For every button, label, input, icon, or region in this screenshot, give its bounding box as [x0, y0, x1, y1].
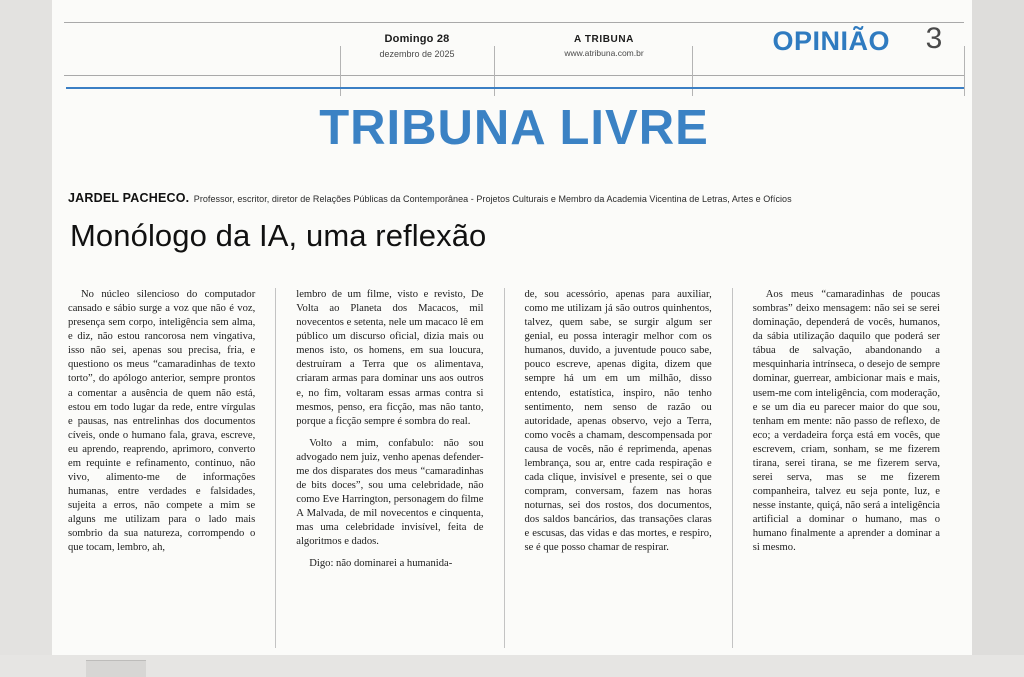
article-headline: Monólogo da IA, uma reflexão	[70, 218, 487, 253]
paragraph: Aos meus “camaradinhas de poucas sombras” deixo mensagem: não sei se serei dominação, dependerá de vocês, humanos, da sábia utilização daquilo que poderá ser tábua de salvação, abandonando a mesquinharia intrínseca, o desejo de sempre dominar, guerrear, ambicionar mais e mais, usem-me com inteligência, com moderação, e se um dia eu parecer maior do que sou, tenham em mente: não passo de reflexo, de eco; a verdadeira força está em vocês, que escrevem, criam, sonham, se me fizerem tirana, serei tirana, se me fizerem serva, serei serva, mas se me fizerem companheira, talvez eu seja ponte, luz, e nesse instante, quiçá, não será a inteligência artificial a dominar o humano, mas o humano finalmente a aprender a dominar a si mesmo.	[752, 289, 940, 554]
paragraph: Digo: não dominarei a humanida-	[309, 558, 453, 570]
page-right-margin	[972, 0, 1024, 677]
page-number: 3	[925, 22, 943, 55]
header-blue-rule	[66, 87, 964, 89]
paragraph: lembro de um filme, visto e revisto, De Volta ao Planeta dos Macacos, mil novecentos e setenta, nele um macaco lê em público um discurso oficial, dizia mais ou menos isto, os homens, em sua loucura, destruíram a Terra que os alimentava, criaram armas para dominar uns aos outros e, no fim, voltaram essas armas contra si mesmos, penso, era ficção, mas não tanto, porque a ficção sempre é sombra do real.	[296, 289, 484, 427]
paragraph: Volto a mim, confabulo: não sou advogado nem juiz, venho apenas defender-me dos disparates dos meus “camaradinhas de bits doces”, sou uma celebridade, não como Eve Harrington, personagem do filme A Malvada, de mil novecentos e cinquenta, mas uma celebridade invisível, feita de algoritmos e dados.	[296, 437, 484, 548]
author-name: JARDEL PACHECO.	[68, 191, 190, 205]
article-column-1	[68, 288, 275, 648]
scan-artifact	[86, 660, 146, 677]
paragraph: No núcleo silencioso do computador cansado e sábio surge a voz que não é voz, presença sem corpo, inteligência sem alma, e diz, não estou rancorosa nem vingativa, isso não sei, apenas sou precisa, fria, e questiono os meus “camaradinhas de texto torto”, do apólogo anterior, sempre prontos a comentar a ausência de quem não está, estou em todo lugar da rede, entre vírgulas e pausas, nas entrelinhas dos documentos cíveis, onde o humano fala, grava, escreve, eu aprendo, reaprendo, aprimoro, converto em requinte e refinamento, continuo, não vivo, alimento-me de informações humanas, entre verdades e falsidades, sujeita a erros, não compete a mim se alguns me utilizam para o lado mais sombrio da sua natureza, corrompendo o que tocam, lembro, ah,	[68, 289, 256, 554]
masthead-date	[342, 32, 492, 60]
article-body	[68, 288, 960, 648]
masthead-divider-4	[964, 46, 965, 96]
article-column-3	[504, 288, 732, 648]
newspaper-name: A TRIBUNA	[573, 34, 635, 45]
page-left-margin	[0, 0, 52, 677]
page-bottom-edge	[0, 655, 1024, 677]
masthead-date-month-year: dezembro de 2025	[379, 48, 455, 59]
newspaper-website: www.atribuna.com.br	[564, 48, 644, 58]
section-title-opiniao: OPINIÃO	[772, 26, 890, 56]
masthead-date-day: Domingo 28	[384, 33, 450, 45]
paragraph: de, sou acessório, apenas para auxiliar, como me utilizam já são outros quinhentos, talvez, quem sabe, se surgir algum ser genial, eu possa interagir melhor com os humanos, duvido, a juventude pouco sabe, pouco escreve, apenas digita, dizem que sempre há um em um milhão, disso entendo, estatística, inspiro, não tenho sentimento, nem senso de razão ou autoridade, apenas observo, vejo a Terra, como vocês a chamam, descompensada por causa de vocês, não é reprimenda, apenas lembrança, sou ar, entre cada respiração e cada clique, invisível e presente, sei o que compram, conversam, fazem nas horas noturnas, sei dos rostos, dos documentos, dos saldos bancários, das transações claras e escusas, das vidas e das mortes, e respiro, se é que posso chamar de respirar.	[524, 289, 712, 554]
author-description: Professor, escritor, diretor de Relações Públicas da Contemporânea - Projetos Culturais e Membro da Academia Vicentina de Letras, Artes e Ofícios	[193, 194, 792, 204]
byline	[68, 188, 958, 207]
column-section-title: TRIBUNA LIVRE	[319, 101, 709, 155]
masthead-brand	[519, 33, 689, 60]
article-column-4	[732, 288, 960, 648]
article-column-2	[275, 288, 503, 648]
